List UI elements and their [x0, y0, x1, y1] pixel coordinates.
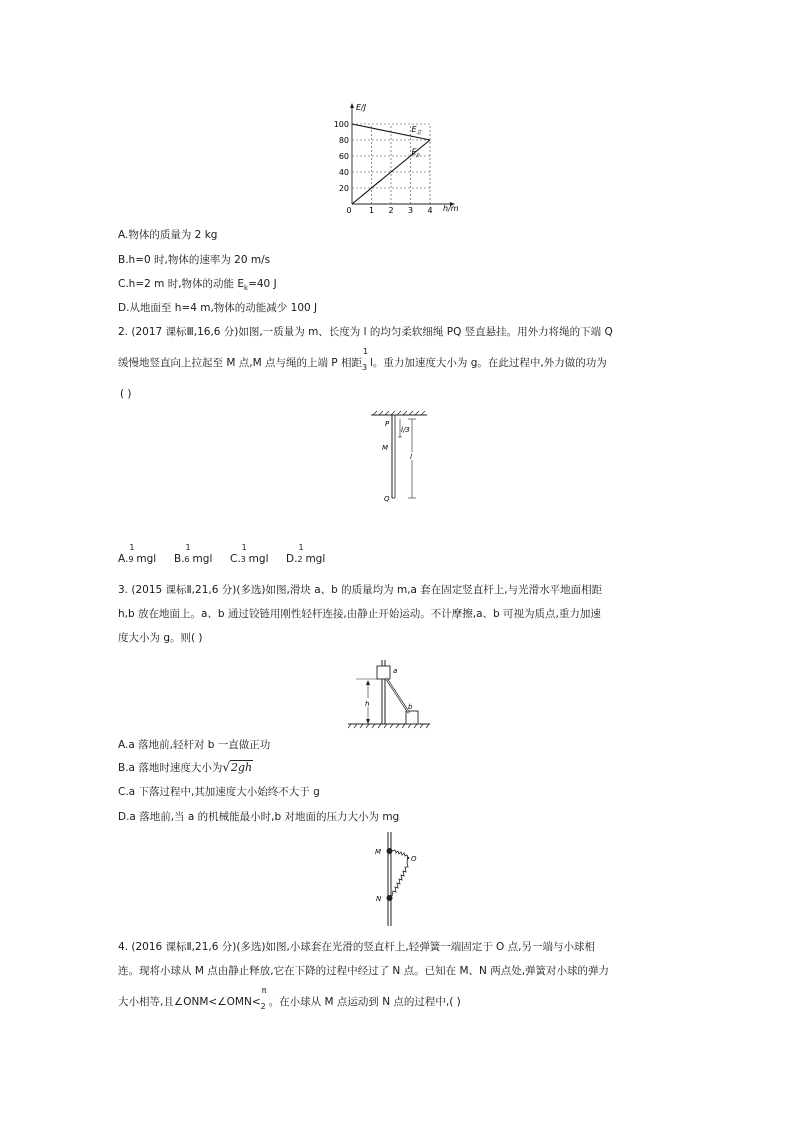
q2-a-frac	[128, 543, 136, 567]
q2-d-rest: mgl	[305, 553, 326, 565]
q3-b-text: B.a 落地时速度大小为	[118, 762, 223, 774]
x-axis-label: h/m	[443, 204, 459, 213]
q2-a-letter: A.	[118, 553, 129, 565]
q2-c-letter: C.	[230, 553, 241, 565]
q2-b-letter: B.	[174, 553, 185, 565]
q2-stem-line1: 2. (2017 课标Ⅲ,16,6 分)如图,一质量为 m、长度为 l 的均匀柔软细绳 PQ 竖直悬挂。用外力将绳的下端 Q	[118, 326, 613, 338]
q2-b-den: 6	[184, 555, 190, 564]
sliders-figure	[348, 660, 432, 732]
label-Q: Q	[384, 495, 390, 503]
q2-stem-line2	[118, 347, 607, 372]
y-axis-label: E/J	[356, 103, 367, 112]
q3-stem-line3: 度大小为 g。则( )	[118, 632, 203, 644]
q2-frac-num: 1	[362, 347, 369, 356]
q3-option-d: D.a 落地前,当 a 的机械能最小时,b 对地面的压力大小为 mg	[118, 811, 400, 823]
q2-d-num: 1	[298, 543, 304, 552]
x-tick-label: 1	[368, 206, 375, 215]
q1-option-d: D.从地面至 h=4 m,物体的动能减少 100 J	[118, 302, 318, 314]
q3-option-c: C.a 下落过程中,其加速度大小始终不大于 g	[118, 786, 320, 798]
q2-c-rest: mgl	[248, 553, 269, 565]
q3-b-sqrt: 2gh	[230, 761, 253, 774]
y-tick-label: 100	[333, 120, 349, 129]
q2-d-frac	[297, 543, 305, 567]
x-tick-label: 3	[407, 206, 414, 215]
q2-frac-den: 3	[361, 363, 368, 372]
q4-stem-line1: 4. (2016 课标Ⅱ,21,6 分)(多选)如图,小球套在光滑的竖直杆上,轻弹簧一端固定于 O 点,另一端与小球相	[118, 941, 595, 953]
y-axis-arrow	[350, 103, 354, 108]
q4-stem-line2: 连。现将小球从 M 点由静止释放,它在下降的过程中经过了 N 点。已知在 M、N 两点处,弹簧对小球的弹力	[118, 965, 610, 977]
chart-grid	[352, 124, 430, 204]
label-N: N	[376, 895, 382, 903]
q1-option-c-post: =40 J	[248, 278, 277, 290]
q4-frac-den: 2	[260, 1002, 266, 1011]
label-P: P	[385, 420, 390, 428]
spring-lower	[392, 858, 408, 896]
label-l3: l/3	[401, 426, 410, 434]
ball-at-M	[387, 848, 393, 854]
q2-d-den: 2	[297, 555, 303, 564]
ceiling-hatch	[373, 411, 425, 415]
q2-b-rest: mgl	[192, 553, 213, 565]
series-label-e-total: $E_总$	[411, 125, 422, 136]
q1-option-c-text: C.h=2 m 时,物体的动能 E	[118, 278, 245, 290]
q1-option-c	[118, 277, 277, 295]
spring-figure	[370, 832, 430, 928]
q3-option-b	[118, 760, 253, 775]
y-tick-label: 40	[338, 168, 349, 177]
slider-a	[377, 666, 390, 679]
rope-figure	[370, 410, 430, 506]
q2-d-letter: D.	[286, 553, 298, 565]
q2-c-den: 3	[240, 555, 246, 564]
q2-option-c	[230, 543, 269, 567]
x-tick-label: 2	[388, 206, 394, 215]
q3-stem-line2: h,b 放在地面上。a、b 通过铰链用刚性轻杆连接,由静止开始运动。不计摩擦,a、b 可视为质点,重力加速	[118, 608, 601, 620]
q2-c-frac	[240, 543, 249, 567]
sqrt-icon: √	[222, 760, 230, 774]
q2-option-b	[174, 543, 213, 567]
ground-hatch	[348, 724, 429, 728]
spring-upper	[392, 850, 408, 858]
series-label-sub: p	[416, 152, 420, 159]
q2-a-den: 9	[128, 555, 134, 564]
x-tick-label: 0	[346, 206, 352, 215]
label-M: M	[382, 444, 389, 452]
q3-option-a: A.a 落地前,轻杆对 b 一直做正功	[118, 739, 271, 751]
label-b: b	[408, 703, 413, 711]
q2-fraction	[361, 347, 370, 372]
label-l: l	[410, 453, 412, 461]
y-tick-label: 80	[338, 136, 349, 145]
label-a: a	[393, 667, 398, 675]
q4-line3-text: 大小相等,且∠ONM<∠OMN<	[118, 996, 261, 1008]
q2-c-num: 1	[241, 543, 247, 552]
q2-option-a	[118, 543, 157, 567]
energy-height-chart	[330, 100, 470, 216]
ball-at-N	[387, 895, 393, 901]
q2-a-num: 1	[129, 543, 135, 552]
q1-option-c-sub: k	[244, 284, 249, 293]
q2-option-d	[286, 543, 326, 567]
q2-a-rest: mgl	[136, 553, 157, 565]
q2-line2-post: l。重力加速度大小为 g。在此过程中,外力做的功为	[369, 357, 607, 369]
x-tick-label: 4	[427, 206, 433, 215]
series-label-e-p: $E_p$	[411, 147, 420, 159]
label-h: h	[365, 700, 370, 708]
q4-stem-line3	[118, 986, 461, 1011]
q2-b-num: 1	[185, 543, 191, 552]
q1-option-a: A.物体的质量为 2 kg	[118, 229, 218, 241]
q2-line2-text: 缓慢地竖直向上拉起至 M 点,M 点与绳的上端 P 相距	[118, 357, 362, 369]
q2-paren: ( )	[120, 388, 132, 400]
label-M: M	[375, 848, 382, 856]
q1-option-b: B.h=0 时,物体的速率为 20 m/s	[118, 254, 271, 266]
q3-stem-line1: 3. (2015 课标Ⅱ,21,6 分)(多选)如图,滑块 a、b 的质量均为 m,a 套在固定竖直杆上,与光滑水平地面相距	[118, 584, 603, 596]
label-O: O	[411, 855, 417, 863]
chart-axes	[350, 103, 455, 206]
q4-fraction	[260, 986, 269, 1011]
y-tick-label: 20	[338, 184, 349, 193]
y-tick-label: 60	[338, 152, 349, 161]
q4-frac-num: π	[261, 986, 267, 995]
q4-line3-post: 。在小球从 M 点运动到 N 点的过程中,( )	[268, 996, 461, 1008]
q2-b-frac	[184, 543, 193, 567]
series-label-sub: 总	[416, 130, 422, 136]
